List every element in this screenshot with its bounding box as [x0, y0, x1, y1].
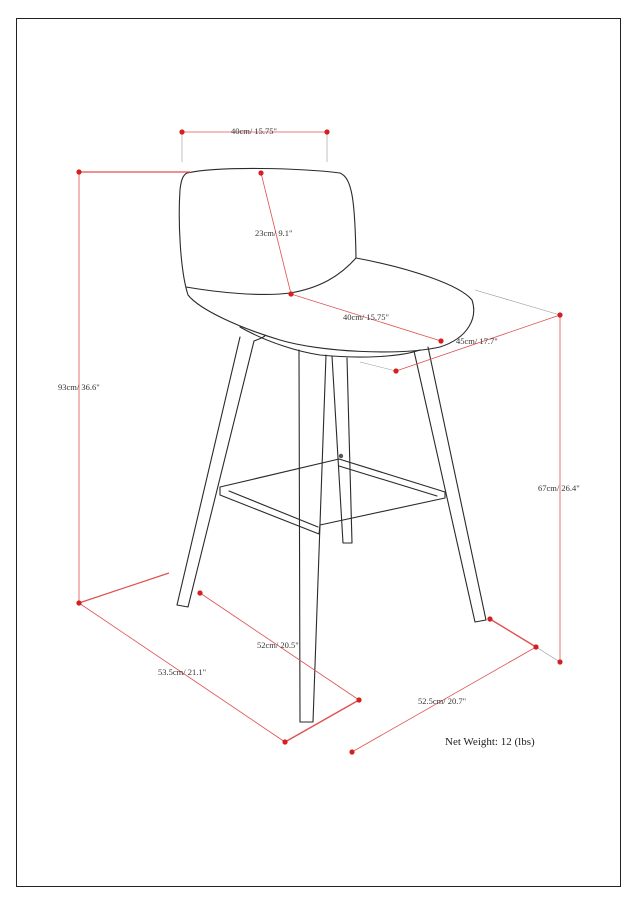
back-right-leg	[414, 347, 486, 622]
footprint-inner-label: 52cm/ 20.5"	[257, 640, 299, 650]
seat-seam	[186, 258, 356, 294]
seat-depth-label: 45cm/ 17.7"	[456, 336, 498, 346]
footprint-depth-label: 52.5cm/ 20.7"	[418, 696, 467, 706]
back-height-label: 23cm/ 9.1"	[255, 228, 293, 238]
total-height-label: 93cm/ 36.6"	[58, 382, 100, 392]
seat-underside	[240, 327, 420, 357]
seat-height-label: 67cm/ 26.4"	[538, 483, 580, 493]
front-right-leg	[299, 350, 326, 722]
seat-width-label: 40cm/ 15.75"	[343, 312, 389, 322]
back-left-leg	[332, 356, 352, 543]
seat-back-outline	[179, 168, 473, 351]
footrest	[220, 459, 445, 534]
front-left-leg	[177, 335, 265, 607]
footprint-width-label: 53.5cm/ 21.1"	[158, 667, 207, 677]
net-weight-label: Net Weight: 12 (lbs)	[445, 736, 535, 748]
seat-back-width-label: 40cm/ 15.75"	[231, 126, 277, 136]
